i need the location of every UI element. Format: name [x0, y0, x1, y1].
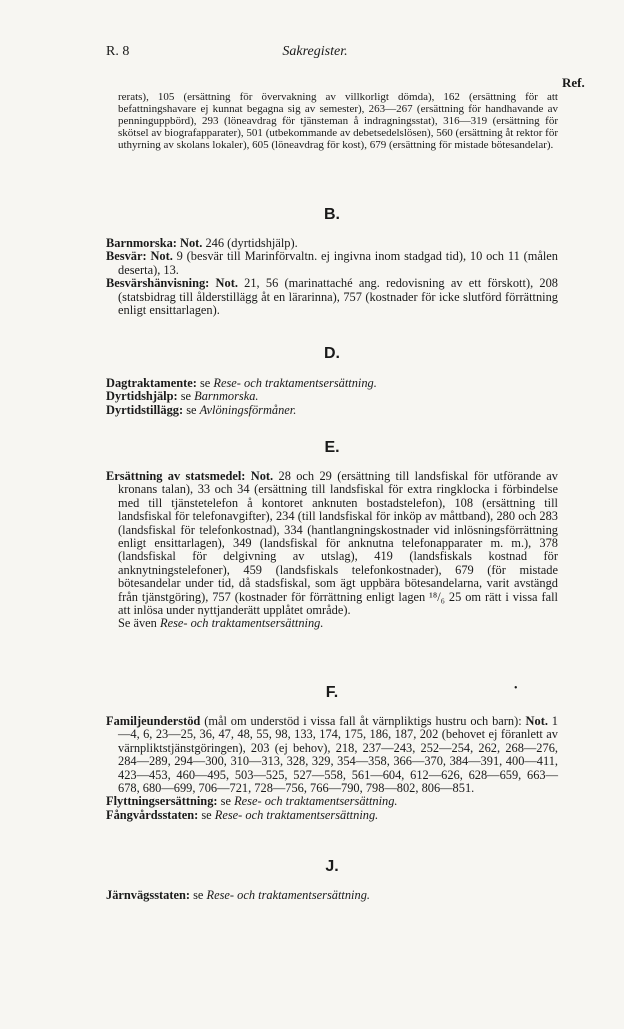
see-also-target: Rese- och traktamentsersättning.	[160, 616, 324, 631]
section-letter-f: F.	[325, 684, 339, 701]
entry-cross-reference: Rese- och traktamentsersättning.	[206, 888, 370, 902]
entry-term: Dyrtidstillägg:	[106, 402, 184, 417]
entry-text: 1—4, 6, 23—25, 36, 47, 48, 55, 98, 133, 174, 175, 186, 187, 202 (behovet ej föranlett av värnpliktstjänstgöringen), 203 (ej behov), 218, 237—243, 252—254, 262, 268—276, 284—289, 294—300, 310—313, 328, 329, 354—358, 366—370, 384—391, 400—411, 423—453, 460—495, 503—525, 527—558, 561—604, 612—626, 628—659, 663—678, 680—699, 706—721, 728—756, 766—790, 798—802, 806—851.	[118, 714, 558, 796]
entry-cross-reference: Rese- och traktamentsersättning.	[214, 807, 379, 822]
entry-see: se	[193, 888, 204, 902]
entry-ref: Not.	[180, 236, 203, 250]
entry-term: Barnmorska:	[106, 236, 177, 250]
see-also-note	[106, 617, 558, 630]
entry-term: Familjeunderstöd	[106, 714, 201, 728]
section-letter-j: J.	[325, 858, 339, 875]
section-j-entries	[106, 889, 558, 902]
index-entry	[106, 795, 558, 808]
entry-ref: Not.	[250, 469, 274, 483]
ref-label: Ref.	[562, 75, 585, 90]
index-entry	[106, 390, 558, 403]
section-e-entries	[106, 470, 558, 631]
running-head	[106, 44, 524, 64]
index-entry	[106, 277, 558, 317]
entry-cross-reference: Avlöningsförmåner.	[199, 402, 297, 417]
entry-text: 28 och 29 (ersättning till landsfiskal för utförande av kronans talan), 33 och 34 (ersättning till landsfiskal för extra ringklocka i förbindelse med till tjänstetelefon å kontoret anknuten bostadstelefon), 108 (ersättning till landsfiskal för telefonavgifter), 234 (till landsfiskal för inköp av måttband), 280 och 283 (landsfiskal för telefonkostnad), 334 (hantlangningskostnader vid inlösningsförrättning enligt ensittarlagen), 349 (landsfiskal för anknutna telefonapparater m. m.), 378 (landsfiskal för delgivning av utslag), 419 (landsfiskals kostnad för anknytningstelefoner), 459 (landsfiskals telefonkostnader), 679 (för mistade bötesandelar under tid, då stadsfiskal, som ägt uppbära bötesandelarna, varit avstängd från tjänstgöring), 757 (kostnader för förrättning enligt lagen ¹⁸/₆ 25 om rätt i vissa fall att inlösa under nyttjanderätt upplåtet område).	[118, 469, 559, 618]
continuation-paragraph	[118, 92, 558, 152]
entry-see: se	[199, 376, 211, 390]
section-b-entries	[106, 237, 558, 317]
index-entry	[106, 470, 558, 617]
entry-ref: Not.	[215, 276, 238, 291]
index-entry	[106, 715, 558, 795]
entry-text: 9 (besvär till Marinförvaltn. ej ingivna inom stadgad tid), 10 och 11 (målen deserta), 13.	[118, 249, 558, 277]
index-entry	[106, 250, 558, 277]
entry-term: Fångvårdsstaten:	[106, 807, 199, 822]
entry-see: se	[201, 807, 212, 822]
entry-term: Dyrtidshjälp:	[106, 389, 178, 404]
entry-text: 246 (dyrtidshjälp).	[202, 236, 298, 250]
see-also-prefix: Se även	[118, 616, 157, 631]
entry-cross-reference: Rese- och traktamentsersättning.	[213, 376, 377, 390]
entry-term: Dagtraktamente:	[106, 376, 197, 390]
entry-see: se	[186, 402, 197, 417]
section-letter-d: D.	[324, 345, 340, 362]
entry-see: se	[180, 389, 192, 404]
index-entry	[106, 404, 558, 417]
stray-mark: •	[514, 683, 518, 694]
entry-ref: Not.	[525, 714, 548, 728]
page-number: R. 8	[106, 44, 130, 59]
index-entry	[106, 809, 558, 822]
entry-term: Besvärshänvisning:	[106, 276, 210, 291]
entry-term: Besvär:	[106, 249, 147, 264]
entry-cross-reference: Rese- och traktamentsersättning.	[234, 794, 398, 809]
continuation-text: rerats), 105 (ersättning för övervakning av villkorligt dömda), 162 (ersättning för att befattningshavare ej kunnat begagna sig av semester), 263—267 (ersättning för handhavande av penninguppbörd), 293 (löneavdrag för tjänsteman å indragningsstat), 316—319 (ersättning för skötsel av biografapparater), 501 (utbekommande av debetsedelslösen), 560 (ersättning åt rektor för uthyrning av skolans lokaler), 605 (löneavdrag för kost), 679 (ersättning för mistade bötesandelar).	[118, 91, 558, 151]
entry-term: Flyttningsersättning:	[106, 794, 218, 809]
section-letter-b: B.	[324, 206, 340, 223]
section-d-entries	[106, 377, 558, 417]
entry-ref: Not.	[150, 249, 173, 264]
entry-text: 21, 56 (marinattaché ang. redovisning av ett förskott), 208 (statsbidrag till ålderstillägg åt en lärarinna), 757 (kostnader för icke slutförd förrättning enligt ensittarlagen).	[118, 276, 558, 318]
entry-term: Ersättning av statsmedel:	[106, 469, 246, 483]
entry-see: se	[220, 794, 231, 809]
section-letter-e: E.	[324, 439, 340, 456]
index-entry	[106, 377, 558, 390]
index-entry	[106, 889, 558, 902]
section-f-entries	[106, 715, 558, 822]
entry-text-before: (mål om understöd i vissa fall åt värnpliktigs hustru och barn):	[200, 714, 526, 728]
entry-cross-reference: Barnmorska.	[194, 389, 259, 404]
index-entry	[106, 237, 558, 250]
entry-term: Järnvägsstaten:	[106, 888, 190, 902]
page-title: Sakregister.	[282, 44, 348, 59]
